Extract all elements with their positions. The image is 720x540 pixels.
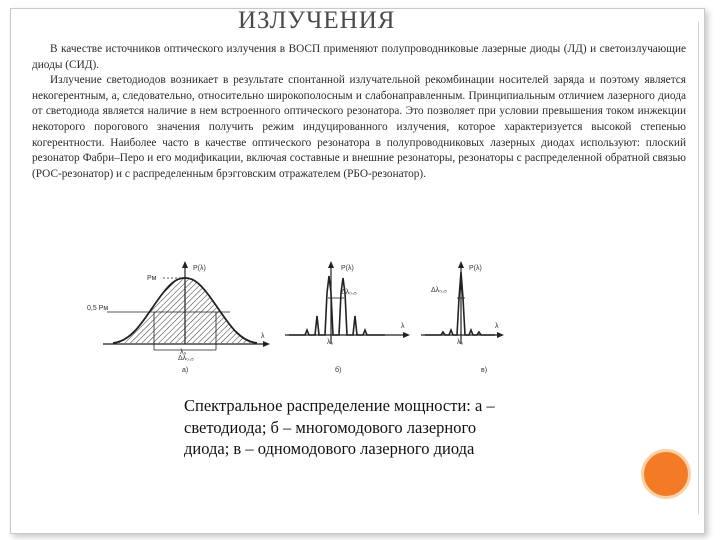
label-width-b: Δλ₀,₅ bbox=[341, 289, 357, 296]
decorative-circle-icon bbox=[641, 449, 691, 499]
label-letter-b: б) bbox=[335, 367, 342, 374]
paragraph-2: Излучение светодиодов возникает в результате спонтанной излучательной рекомбинации носителей заряда и поэтому является некогерентным, а, следовательно, относительно широкополосным и слабонаправленным. Принципиальным отличием лазерного диода от светодиода является наличие в нем встроенного оптического резонатора. Это позволяет при условии превышения током инжекции некоторого порогового значения получить режим индуцированного излучения, которое характеризуется высокой степенью когерентности. Наиболее часто в качестве оптического резонатора в полупроводниковых лазерных диодах используют: плоский резонатор Фабри–Перо и его модификации, включая составные и внешние резонаторы, резонаторы с распределенной обратной связью (РОС-резонатор) и с распределенным брэгговским отражателем (РБО-резонатор). bbox=[32, 74, 686, 180]
figure-caption: Спектральное распределение мощности: а – светодиода; б – многомодового лазерного диода; в – одномодового лазерного диода bbox=[184, 396, 495, 458]
decorative-line bbox=[698, 22, 699, 514]
body-text bbox=[32, 42, 686, 182]
label-peak-a: Pм bbox=[147, 275, 157, 282]
label-x-a: λ bbox=[261, 333, 265, 340]
arrow-x-a bbox=[263, 341, 270, 347]
label-half-a: 0,5 Pм bbox=[87, 305, 109, 312]
arrow-x-b bbox=[403, 332, 410, 338]
plot-c bbox=[421, 261, 504, 374]
label-x-c: λ bbox=[495, 323, 499, 330]
label-center-a: λ₀ bbox=[180, 349, 187, 356]
label-width-c: Δλ₀,₅ bbox=[431, 287, 447, 294]
label-center-c: λ₀ bbox=[457, 339, 464, 346]
label-letter-a: а) bbox=[182, 367, 189, 374]
label-ylabel-c: P(λ) bbox=[469, 265, 482, 272]
arrow-x-c bbox=[497, 332, 504, 338]
label-ylabel-a: P(λ) bbox=[193, 265, 206, 272]
plot-b bbox=[285, 261, 410, 374]
singlemode-spectrum bbox=[425, 272, 495, 335]
spectral-figure bbox=[85, 258, 505, 380]
slide-title: ИЗЛУЧЕНИЯ bbox=[238, 7, 396, 34]
multimode-spectrum bbox=[289, 276, 385, 335]
label-letter-c: в) bbox=[481, 367, 488, 374]
plot-a bbox=[87, 261, 270, 374]
arrow-y-a bbox=[182, 261, 188, 268]
arrow-y-c bbox=[458, 261, 464, 268]
label-x-b: λ bbox=[401, 323, 405, 330]
paragraph-1: В качестве источников оптического излучения в ВОСП применяют полупроводниковые лазерные диоды (ЛД) и светоизлучающие диоды (СИД). bbox=[32, 43, 686, 71]
label-center-b: λ₀ bbox=[327, 339, 334, 346]
arrow-y-b bbox=[328, 261, 334, 268]
label-ylabel-b: P(λ) bbox=[341, 265, 354, 272]
label-width-a: Δλ₀,₅ bbox=[178, 355, 194, 362]
